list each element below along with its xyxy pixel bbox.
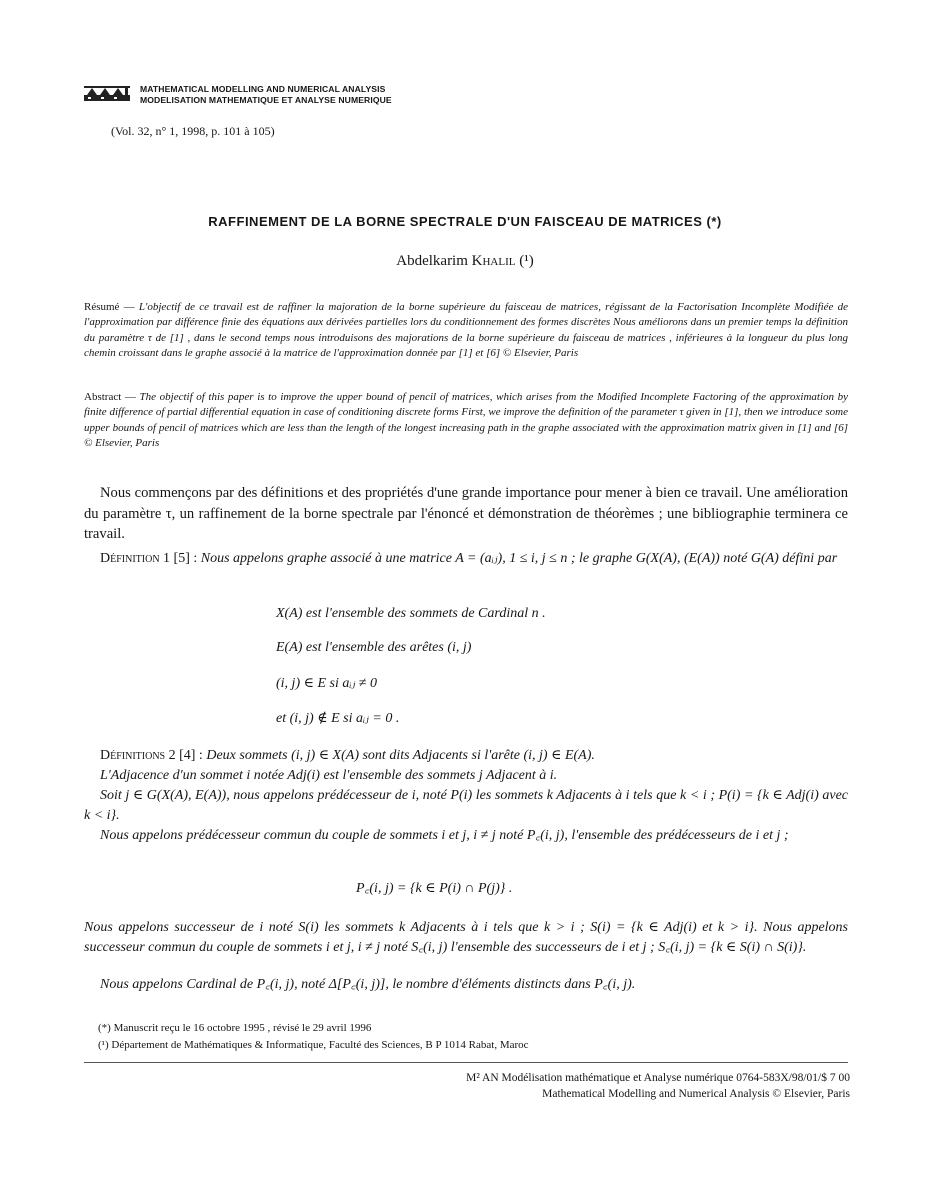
publisher-line-2: Mathematical Modelling and Numerical Analysis © Elsevier, Paris xyxy=(542,1088,850,1100)
resume-label: Résumé — xyxy=(84,301,135,313)
journal-name-fr: MODELISATION MATHEMATIQUE ET ANALYSE NUMERIQUE xyxy=(140,95,392,105)
definitions-2 xyxy=(84,746,848,766)
predecessor-paragraph: Soit j ∈ G(X(A), E(A)), nous appelons prédécesseur de i, noté P(i) les sommets k Adjacents à i tels que k < i ; P(i) = {k ∈ Adj(i) avec k < i}. xyxy=(84,788,848,823)
math-line-4: et (i, j) ∉ E si aᵢⱼ = 0 . xyxy=(276,711,400,726)
resume-block xyxy=(84,300,848,362)
successor-paragraph: Nous appelons successeur de i noté S(i) les sommets k Adjacents à i tels que k > i ; S(i) = {k ∈ Adj(i) et k > i}. Nous appelons successeur commun du couple de sommets i et j, i ≠ j noté S꜀(i, j) l'ensemble des successeurs de i et j ; S꜀(i, j) = {k ∈ S(i) ∩ S(i)}. xyxy=(84,920,848,955)
math-line-2: E(A) est l'ensemble des arêtes (i, j) xyxy=(276,640,472,655)
definition-1 xyxy=(84,549,848,569)
paper-title: RAFFINEMENT DE LA BORNE SPECTRALE D'UN FAISCEAU DE MATRICES (*) xyxy=(208,214,722,229)
footnote-manuscript: (*) Manuscrit reçu le 16 octobre 1995 , révisé le 29 avril 1996 xyxy=(98,1022,372,1034)
author-last-name: Khalil xyxy=(471,253,516,269)
common-predecessor-paragraph: Nous appelons prédécesseur commun du couple de sommets i et j, i ≠ j noté P꜀(i, j), l'ensemble des prédécesseurs de i et j ; xyxy=(100,828,789,843)
publisher-line-1: M² AN Modélisation mathématique et Analyse numérique 0764-583X/98/01/$ 7 00 xyxy=(466,1072,850,1084)
journal-logo-icon xyxy=(84,82,130,104)
author-first-name: Abdelkarim xyxy=(396,253,468,269)
intro-paragraph: Nous commençons par des définitions et des propriétés d'une grande importance pour mener à bien ce travail. Une amélioration du paramètre τ, un raffinement de la borne spectrale par l'énoncé et démonstration de théorèmes ; une bibliographie terminera ce travail. xyxy=(84,485,848,542)
author xyxy=(0,253,930,270)
author-footnote-mark: (¹) xyxy=(519,253,534,269)
definition-1-label: Définition 1 [5] : xyxy=(100,551,198,566)
abstract-block xyxy=(84,390,848,452)
resume-text: L'objectif de ce travail est de raffiner la majoration de la borne supérieure du faisceau de matrices, régissant de la Factorisation Incomplète Modifiée de l'approximation par différence finie des équations aux dérivées partielles lors du conditionnement des formes discrètes Nous améliorons dans un premier temps la définition du paramètre τ de [1] , dans le second temps nous introduisons des majorations de la borne supérieure du faisceau de matrices , inférieures à la longueur du plus long chemin croissant dans le graphe associé à la matrice de l'approximation donnée par [1] et [6] © Elsevier, Paris xyxy=(84,301,849,360)
volume-reference: (Vol. 32, n° 1, 1998, p. 101 à 105) xyxy=(111,124,275,138)
definitions-2-label: Définitions 2 [4] : xyxy=(100,748,203,763)
definition-1-text: Nous appelons graphe associé à une matrice A = (aᵢⱼ), 1 ≤ i, j ≤ n ; le graphe G(X(A), (E(A)) noté G(A) défini par xyxy=(200,551,838,566)
footer-rule xyxy=(84,1062,848,1063)
abstract-text: The objectif of this paper is to improve the upper bound of pencil of matrices, which arises from the Modified Incomplete Factoring of the approximation by finite difference of partial differential equation in case of conditioning discrete forms First, we improve the definition of the parameter τ given in [1], then we introduce some upper bounds of pencil of matrices which are less than the length of the longest increasing path in the graphe associated with the approximation matrix given in [1] and [6] © Elsevier, Paris xyxy=(84,391,849,450)
math-line-1: X(A) est l'ensemble des sommets de Cardinal n . xyxy=(276,606,546,621)
abstract-label: Abstract — xyxy=(84,391,136,403)
adjacency-paragraph: L'Adjacence d'un sommet i notée Adj(i) est l'ensemble des sommets j Adjacent à i. xyxy=(100,768,558,783)
cardinal-paragraph: Nous appelons Cardinal de P꜀(i, j), noté Δ[P꜀(i, j)], le nombre d'éléments distincts dans P꜀(i, j). xyxy=(100,977,636,992)
common-predecessor-formula: P꜀(i, j) = {k ∈ P(i) ∩ P(j)} . xyxy=(356,881,513,896)
math-line-3: (i, j) ∈ E si aᵢⱼ ≠ 0 xyxy=(276,676,377,691)
journal-name-en: MATHEMATICAL MODELLING AND NUMERICAL ANALYSIS xyxy=(140,84,386,94)
footnote-affiliation: (¹) Département de Mathématiques & Informatique, Faculté des Sciences, B P 1014 Rabat, Maroc xyxy=(98,1039,529,1051)
definitions-2-text: Deux sommets (i, j) ∈ X(A) sont dits Adjacents si l'arête (i, j) ∈ E(A). xyxy=(206,748,595,763)
